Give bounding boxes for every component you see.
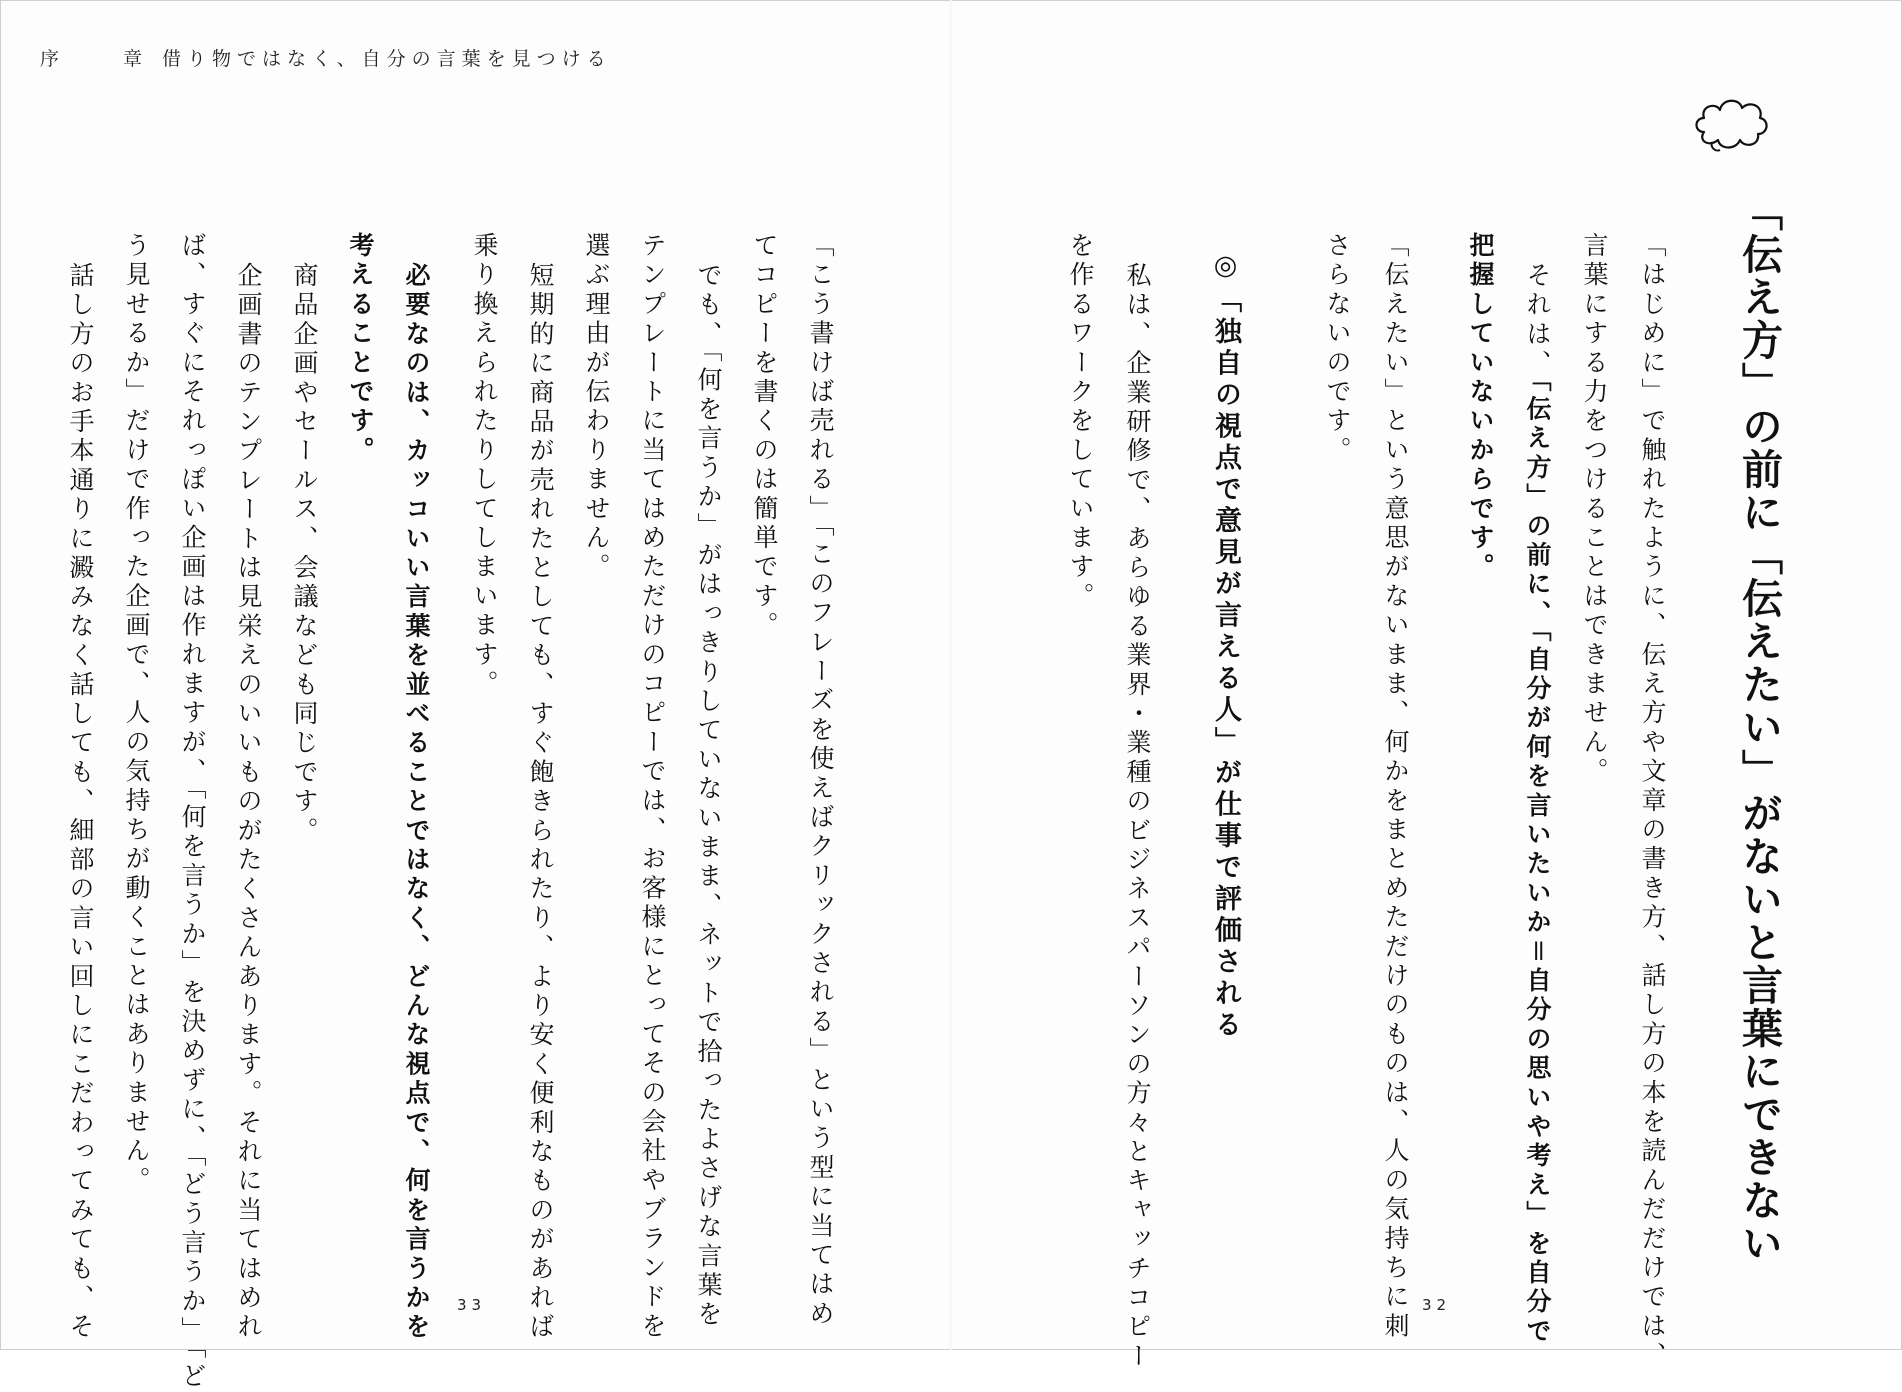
- bold-statement-line: 考えることです。: [346, 232, 375, 466]
- running-head: [40, 44, 612, 71]
- bold-emphasis-line: 把握していないからです。: [1466, 232, 1495, 583]
- body-line: を作るワークをしています。: [1066, 232, 1095, 612]
- page-number-left: 33: [457, 1296, 487, 1314]
- body-line: てコピーを書くのは簡単です。: [750, 232, 779, 641]
- body-line: 短期的に商品が売れたとしても、すぐ飽きられたり、より安く便利なものがあれば: [526, 262, 555, 1343]
- subheading: ◎「独自の視点で意見が言える人」が仕事で評価される: [1210, 250, 1241, 1042]
- page-gutter: [950, 0, 952, 1350]
- body-line: 商品企画やセールス、会議なども同じです。: [290, 262, 319, 846]
- chapter-title: 借り物ではなく、自分の言葉を見つける: [162, 48, 612, 70]
- body-line: 企画書のテンプレートは見栄えのいいものがたくさんあります。それに当てはめれ: [234, 262, 263, 1343]
- bold-emphasis: 「伝え方」の前に、「自分が何を言いたいか＝自分の思いや考え」を自分で: [1523, 378, 1552, 1347]
- body-line: 選ぶ理由が伝わりません。: [582, 232, 611, 583]
- body-line: テンプレートに当てはめただけのコピーでは、お客様にとってその会社やブランドを: [638, 232, 667, 1342]
- body-line: う見せるか」だけで作った企画で、人の気持ちが動くことはありません。: [122, 232, 151, 1196]
- body-line: でも、「何を言うか」がはっきりしていないまま、ネットで拾ったよさげな言葉を: [694, 262, 723, 1330]
- body-line: 「伝えたい」という意思がないまま、何かをまとめただけのものは、人の気持ちに刺: [1381, 232, 1410, 1342]
- body-line: [1525, 262, 1550, 1347]
- page-number-right: 32: [1422, 1296, 1452, 1314]
- section-heading: 「伝え方」の前に「伝えたい」がないと言葉にできない: [1735, 190, 1783, 1265]
- body-line: 乗り換えられたりしてしまいます。: [470, 232, 499, 700]
- chapter-suffix: 章: [123, 48, 149, 70]
- body-line: ば、すぐにそれっぽい企画は作れますが、「何を言うか」を決めずに、「どう言うか」「ど: [178, 232, 207, 1392]
- bold-statement-line: 必要なのは、カッコいい言葉を並べることではなく、どんな視点で、何を言うかを: [402, 262, 431, 1343]
- body-line: 話し方のお手本通りに澱みなく話しても、細部の言い回しにこだわってみても、そ: [66, 262, 95, 1343]
- chapter-prefix: 序: [40, 48, 66, 70]
- body-line: さらないのです。: [1323, 232, 1352, 466]
- body-line: 「はじめに」で触れたように、伝え方や文章の書き方、話し方の本を読んだだけでは、: [1638, 232, 1667, 1371]
- body-text: それは、: [1523, 262, 1552, 379]
- body-line: 言葉にする力をつけることはできません。: [1580, 232, 1609, 787]
- cloud-ornament-icon: [1690, 92, 1772, 156]
- body-line: 私は、企業研修で、あらゆる業界・業種のビジネスパーソンの方々とキャッチコピー: [1123, 262, 1152, 1372]
- body-line: 「こう書けば売れる」「このフレーズを使えばクリックされる」という型に当てはめ: [806, 232, 835, 1330]
